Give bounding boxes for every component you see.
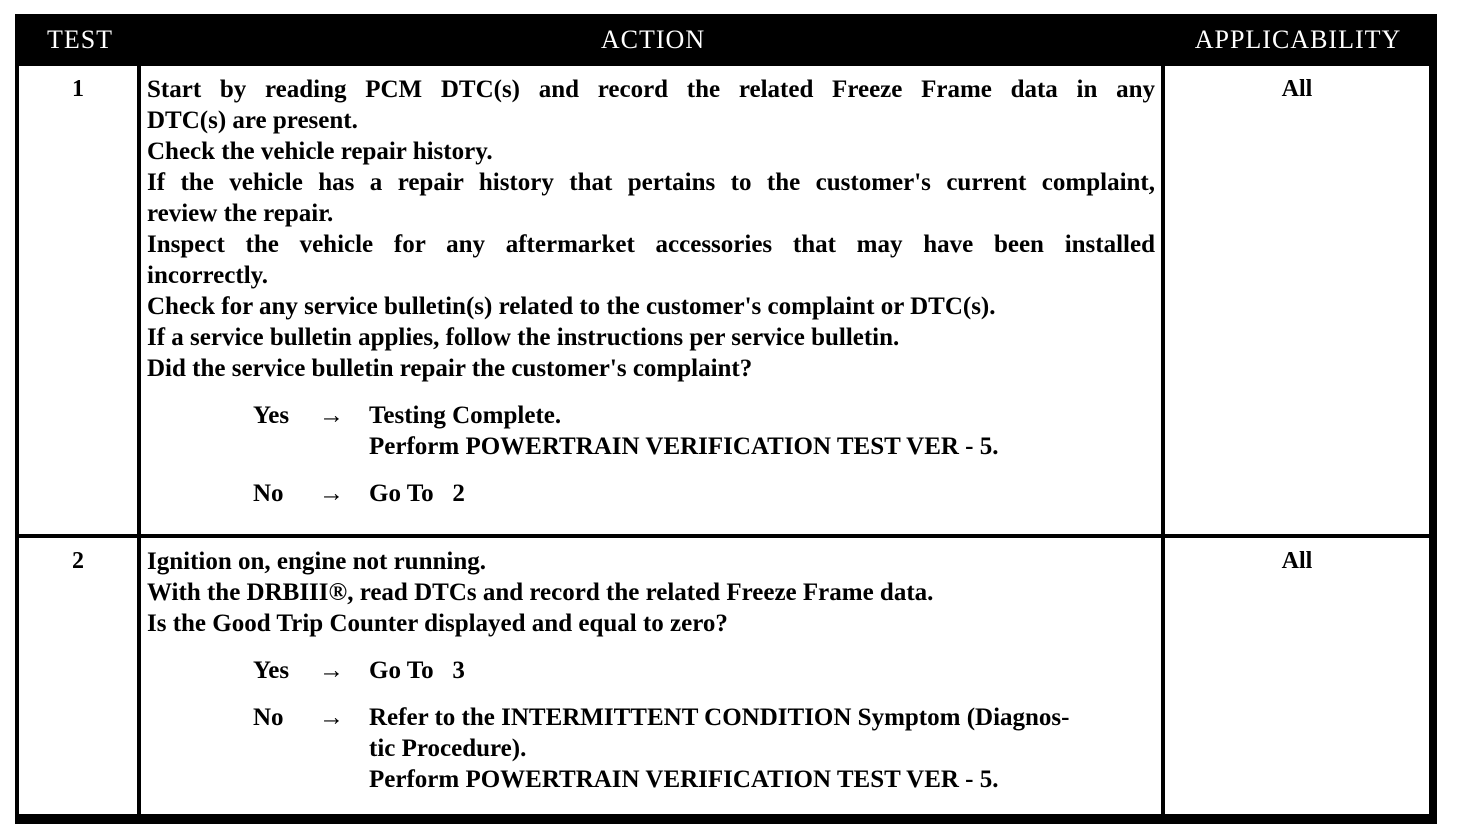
result-line: Perform POWERTRAIN VERIFICATION TEST VER - 5. — [369, 766, 999, 793]
action-line: Check the vehicle repair history. — [147, 138, 493, 165]
answer-result — [369, 655, 1155, 686]
action-line: Start by reading PCM DTC(s) and record the related Freeze Frame data in any — [147, 76, 1155, 103]
action-cell — [141, 66, 1161, 534]
result-line: Refer to the INTERMITTENT CONDITION Symptom (Diagnos- — [369, 704, 1070, 731]
applicability: All — [1165, 538, 1429, 814]
applicability: All — [1165, 66, 1429, 534]
action-line: Check for any service bulletin(s) related to the customer's complaint or DTC(s). — [147, 293, 996, 320]
test-number: 1 — [19, 66, 137, 534]
arrow-icon: → — [319, 657, 344, 684]
table-row — [19, 66, 1433, 534]
answer-result — [369, 702, 1155, 795]
answer-result — [369, 478, 1155, 509]
action-line: Inspect the vehicle for any aftermarket accessories that may have been installed — [147, 231, 1155, 258]
action-line: Did the service bulletin repair the customer's complaint? — [147, 355, 753, 382]
table-header — [19, 18, 1433, 62]
action-line: Ignition on, engine not running. — [147, 548, 486, 575]
answer-label: Yes — [253, 402, 290, 429]
header-test: TEST — [46, 25, 114, 54]
result-line: Testing Complete. — [369, 402, 562, 429]
action-line: If the vehicle has a repair history that pertains to the customer's current complaint, — [147, 169, 1155, 196]
answers — [253, 655, 1155, 795]
result-line: Go To 3 — [369, 657, 465, 684]
test-number: 2 — [19, 538, 137, 814]
action-line: With the DRBIII®, read DTCs and record the related Freeze Frame data. — [147, 579, 934, 606]
result-line: Perform POWERTRAIN VERIFICATION TEST VER - 5. — [369, 433, 999, 460]
action-line: review the repair. — [147, 200, 334, 227]
action-line: Is the Good Trip Counter displayed and equal to zero? — [147, 610, 728, 637]
header-action: ACTION — [600, 25, 706, 54]
table-row — [19, 538, 1433, 814]
answer-label: No — [253, 704, 284, 731]
answer-no — [253, 478, 1155, 509]
diagnostic-table — [15, 14, 1437, 824]
action-line: incorrectly. — [147, 262, 269, 289]
arrow-icon: → — [319, 480, 344, 507]
action-line: DTC(s) are present. — [147, 107, 358, 134]
result-line: Go To 2 — [369, 480, 465, 507]
arrow-icon: → — [319, 704, 344, 731]
result-line: tic Procedure). — [369, 735, 527, 762]
answers — [253, 400, 1155, 509]
header-applicability: APPLICABILITY — [1194, 25, 1402, 54]
answer-label: No — [253, 480, 284, 507]
answer-no — [253, 702, 1155, 795]
answer-label: Yes — [253, 657, 290, 684]
action-line: If a service bulletin applies, follow the instructions per service bulletin. — [147, 324, 900, 351]
answer-yes — [253, 400, 1155, 462]
answer-result — [369, 400, 1155, 462]
answer-yes — [253, 655, 1155, 686]
arrow-icon: → — [319, 402, 344, 429]
action-cell — [141, 538, 1161, 814]
